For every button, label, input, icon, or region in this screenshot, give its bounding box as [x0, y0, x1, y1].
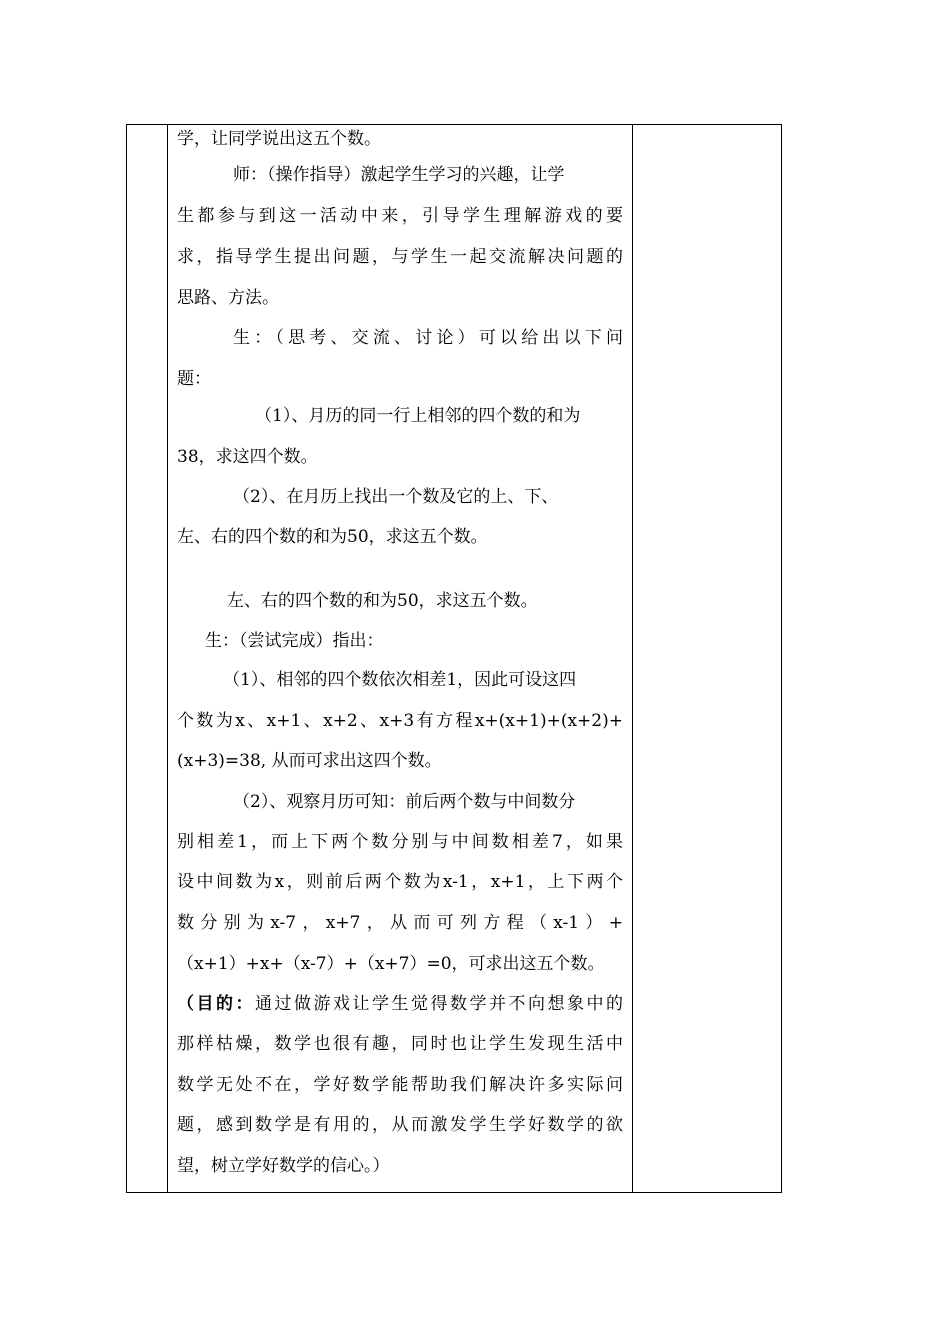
purpose-line [177, 993, 623, 1015]
text-line: 师：（操作指导）激起学生学习的兴趣，让学 [233, 165, 565, 185]
text-line: 左、右的四个数的和为50，求这五个数。 [227, 591, 538, 611]
text-line: （2）、观察月历可知：前后两个数与中间数分 [233, 792, 576, 812]
text-line: （1）、相邻的四个数依次相差1，因此可设这四 [223, 670, 577, 690]
text-line: （x+1）+x+（x-7）+（x+7）=0，可求出这五个数。 [177, 954, 605, 974]
purpose-label: （目的： [177, 994, 255, 1014]
purpose-label-text: 目的： [196, 994, 255, 1014]
text-line: 求，指导学生提出问题，与学生一起交流解决问题的 [177, 247, 623, 267]
text-line: 生都参与到这一活动中来，引导学生理解游戏的要 [177, 206, 623, 226]
column-divider-right [632, 125, 633, 1192]
text-line: 38，求这四个数。 [177, 447, 318, 467]
text-line: 题： [177, 369, 211, 389]
text-line: 数学无处不在，学好数学能帮助我们解决许多实际问 [177, 1075, 623, 1095]
text-line: 数分别为x-7，x+7，从而可列方程（x-1）+ [177, 913, 623, 933]
text-line: 生：（尝试完成）指出： [205, 631, 384, 651]
column-divider-left [167, 125, 168, 1192]
text-line: 生：（思考、交流、讨论）可以给出以下问 [233, 328, 623, 348]
text-line: 题，感到数学是有用的，从而激发学生学好数学的欲 [177, 1115, 623, 1135]
text-line: 别相差1，而上下两个数分别与中间数相差7，如果 [177, 832, 623, 852]
text-line: (x+3)=38, 从而可求出这四个数。 [177, 751, 442, 771]
text-line: 左、右的四个数的和为50，求这五个数。 [177, 527, 488, 547]
text-line: （2）、在月历上找出一个数及它的上、下、 [233, 487, 559, 507]
text-line: 个数为x、x+1、x+2、x+3有方程x+(x+1)+(x+2)+ [177, 711, 623, 731]
text-line: 学，让同学说出这五个数。 [177, 129, 381, 149]
text-line: （1）、月历的同一行上相邻的四个数的和为 [255, 406, 581, 426]
text-line: 那样枯燥，数学也很有趣，同时也让学生发现生活中 [177, 1034, 623, 1054]
text-line: 思路、方法。 [177, 288, 279, 308]
text-line: 通过做游戏让学生觉得数学并不向想象中的 [255, 994, 623, 1014]
text-line: 望，树立学好数学的信心。） [177, 1156, 390, 1176]
text-line: 设中间数为x，则前后两个数为x-1，x+1，上下两个 [177, 872, 623, 892]
